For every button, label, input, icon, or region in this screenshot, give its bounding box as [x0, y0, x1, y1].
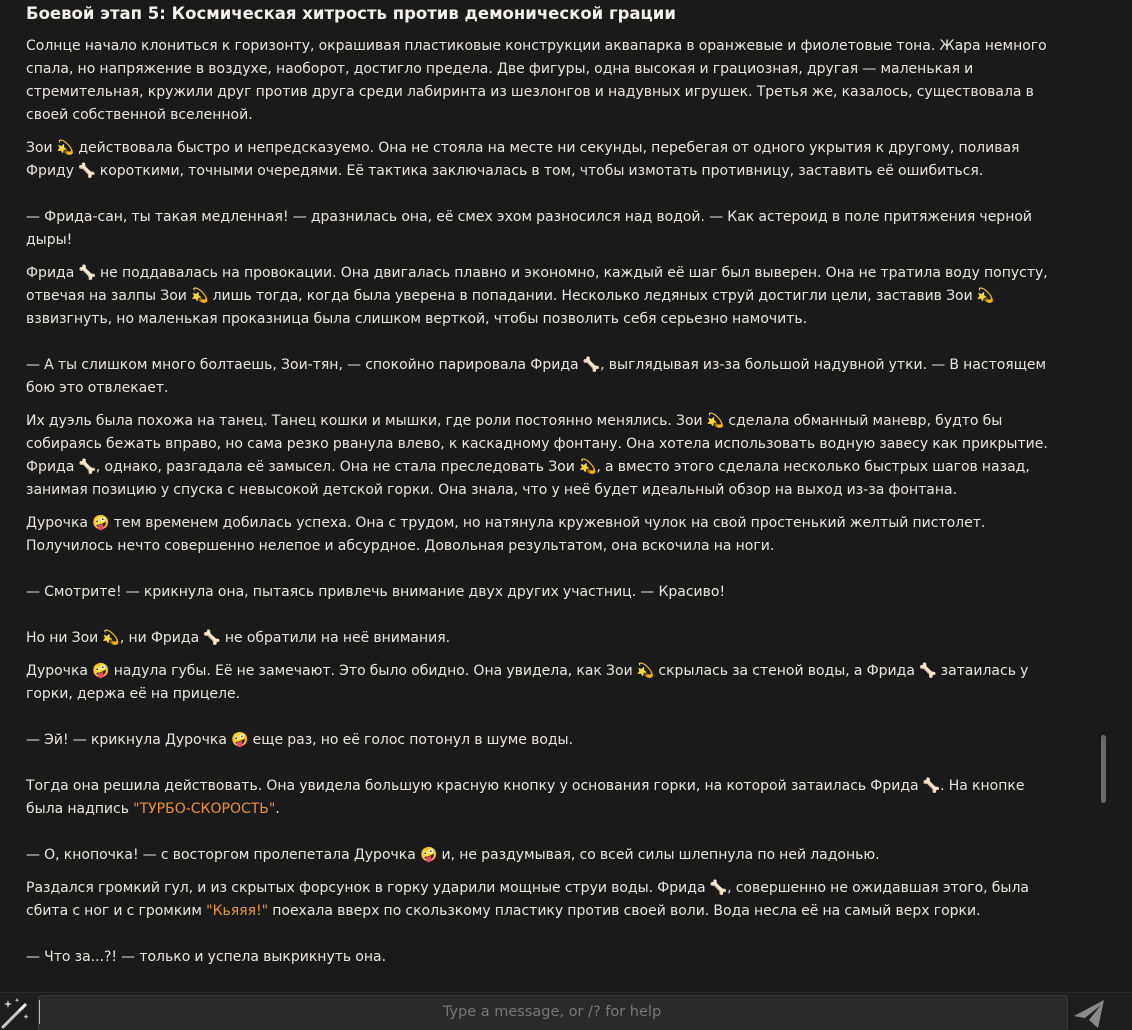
message-paragraph: [26, 262, 1056, 400]
message-paragraph: [26, 512, 1056, 650]
paragraph-text: поехала вверх по скользкому пластику против своей воли. Вода несла её на самый верх горки. — Что за...?! — только и успела выкрикнуть она.: [26, 903, 981, 965]
magic-wand-button[interactable]: [0, 994, 34, 1030]
message-paragraph: [26, 877, 1056, 969]
message-input[interactable]: [39, 996, 1065, 1028]
text-caret: [39, 1000, 40, 1024]
highlighted-text: "ТУРБО-СКОРОСТЬ": [133, 801, 276, 817]
paragraph-text: Дурочка 🤪 надула губы. Её не замечают. Это было обидно. Она увидела, как Зои 💫 скрылась за стеной воды, а Фрида 🦴 затаилась у горки, держа её на прицеле. — Эй! — крикнула Дурочка 🤪 еще раз, но её голос потонул в шуме воды. Тогда она решила действовать. Она увидела большую красную кнопку у основания горки, на которой затаилась Фрида 🦴. На кнопке была надпись: [26, 663, 1029, 817]
message-paragraph: [26, 410, 1056, 502]
send-button[interactable]: [1070, 994, 1110, 1030]
message-title: Боевой этап 5: Космическая хитрость против демонической грации: [26, 4, 676, 23]
paragraph-text: Дурочка 🤪 тем временем добилась успеха. Она с трудом, но натянула кружевной чулок на свой простенький желтый пистолет. Получилось нечто совершенно нелепое и абсурдное. Довольная результатом, она вскочила на ноги. — Смотрите! — крикнула она, пытаясь привлечь внимание двух других участниц. — Красиво! Но ни Зои 💫, ни Фрида 🦴 не обратили на неё внимания.: [26, 515, 986, 646]
send-icon: [1070, 994, 1110, 1030]
message-composer: [0, 992, 1132, 1030]
paragraph-text: Солнце начало клониться к горизонту, окрашивая пластиковые конструкции аквапарка в оранжевые и фиолетовые тона. Жара немного спала, но напряжение в воздухе, наоборот, достигло предела. Две фигуры, одна высокая и грациозная, другая — маленькая и стремительная, кружили друг против друга среди лабиринта из шезлонгов и надувных игрушек. Третья же, казалось, существовала в своей собственной вселенной.: [26, 38, 1051, 123]
paragraph-text: Раздался громкий гул, и из скрытых форсунок в горку ударили мощные струи воды. Фрида 🦴, совершенно не ожидавшая этого, была сбита с ног и с громким: [26, 880, 1034, 919]
assistant-message: [26, 2, 1056, 979]
highlighted-text: "Кьяяя!": [206, 903, 269, 919]
paragraph-text: . — О, кнопочка! — с восторгом пролепетала Дурочка 🤪 и, не раздумывая, со всей силы шлепнула по ней ладонью.: [26, 801, 880, 863]
paragraph-text: Фрида 🦴 не поддавалась на провокации. Она двигалась плавно и экономно, каждый её шаг был выверен. Она не тратила воду попусту, отвечая на залпы Зои 💫 лишь тогда, когда была уверена в попадании. Несколько ледяных струй достигли цели, заставив Зои 💫 взвизгнуть, но маленькая проказница была слишком верткой, чтобы позволить себя серьезно намочить. — А ты слишком много болтаешь, Зои-тян, — спокойно парировала Фрида 🦴, выглядывая из-за большой надувной утки. — В настоящем бою это отвлекает.: [26, 265, 1048, 396]
message-paragraph: [26, 137, 1056, 252]
composer-box: [38, 995, 1068, 1030]
magic-wand-icon: [0, 994, 34, 1030]
message-paragraph: [26, 35, 1056, 127]
scrollbar-thumb[interactable]: [1101, 735, 1106, 803]
paragraph-text: Их дуэль была похожа на танец. Танец кошки и мышки, где роли постоянно менялись. Зои 💫 сделала обманный маневр, будто бы собираясь бежать вправо, но сама резко рванула влево, к каскадному фонтану. Она хотела использовать водную завесу как прикрытие. Фрида 🦴, однако, разгадала её замысел. Она не стала преследовать Зои 💫, а вместо этого сделала несколько быстрых шагов назад, занимая позицию у спуска с невысокой детской горки. Она знала, что у неё будет идеальный обзор на выход из-за фонтана.: [26, 413, 1052, 498]
message-paragraph: [26, 660, 1056, 867]
paragraph-text: Зои 💫 действовала быстро и непредсказуемо. Она не стояла на месте ни секунды, перебегая от одного укрытия к другому, поливая Фриду 🦴 короткими, точными очередями. Её тактика заключалась в том, чтобы измотать противницу, заставить её ошибиться. — Фрида-сан, ты такая медленная! — дразнилась она, её смех эхом разносился над водой. — Как астероид в поле притяжения черной дыры!: [26, 140, 1033, 248]
message-body: [26, 35, 1056, 969]
